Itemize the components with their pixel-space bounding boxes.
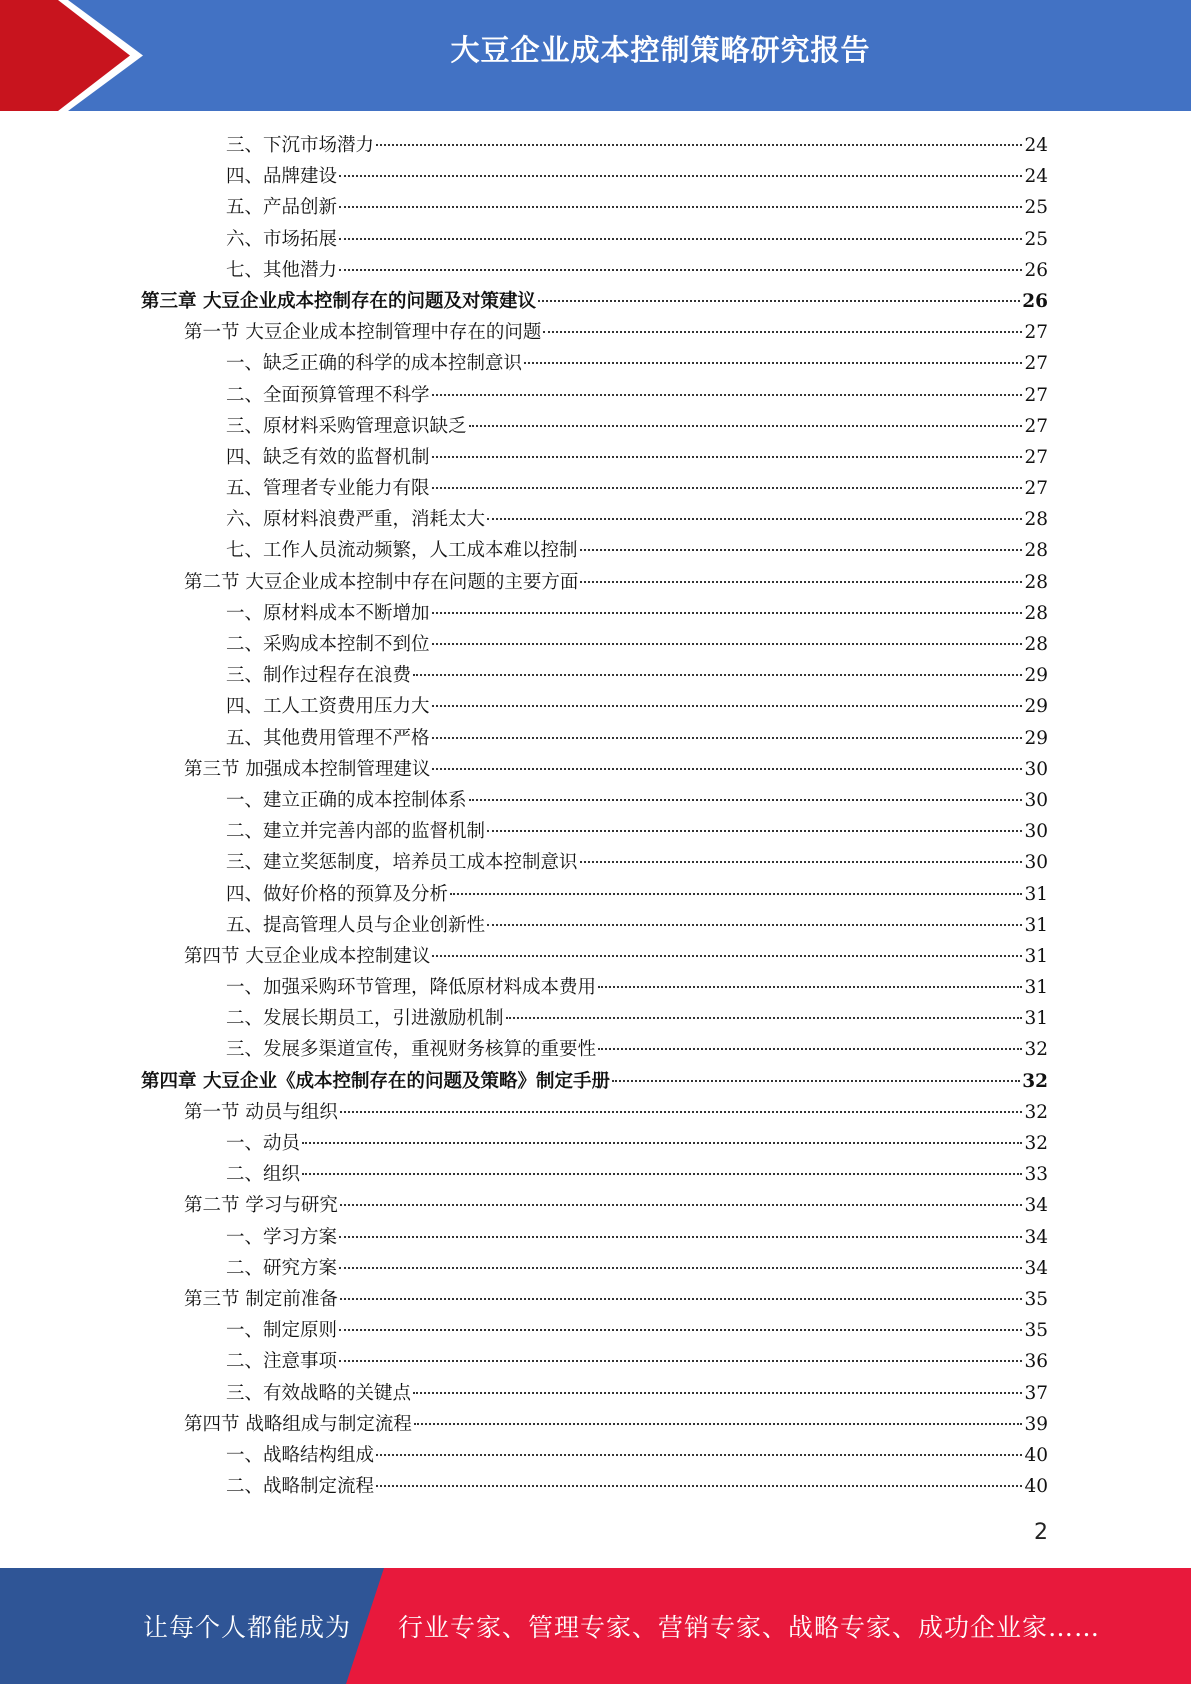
toc-entry-page: 34	[1024, 1226, 1048, 1248]
toc-entry-label: 第一节 大豆企业成本控制管理中存在的问题	[184, 322, 542, 344]
toc-subsection-entry[interactable]	[141, 785, 1048, 816]
toc-subsection-entry[interactable]	[141, 910, 1048, 941]
dot-leader	[432, 612, 1023, 614]
toc-entry-page: 31	[1024, 945, 1048, 967]
toc-entry-label: 六、原材料浪费严重，消耗太大	[226, 509, 486, 531]
dot-leader	[432, 955, 1022, 957]
toc-entry-label: 三、制作过程存在浪费	[226, 665, 412, 687]
toc-entry-page: 28	[1024, 602, 1048, 624]
page-header	[0, 0, 1191, 111]
dot-leader	[487, 924, 1022, 926]
toc-subsection-entry[interactable]	[141, 1440, 1048, 1471]
toc-subsection-entry[interactable]	[141, 224, 1048, 255]
dot-leader	[339, 206, 1022, 208]
toc-subsection-entry[interactable]	[141, 1378, 1048, 1409]
toc-entry-page: 39	[1024, 1413, 1048, 1435]
toc-entry-page: 27	[1024, 446, 1048, 468]
dot-leader	[524, 362, 1022, 364]
toc-entry-label: 三、有效战略的关键点	[226, 1382, 412, 1404]
dot-leader	[376, 1485, 1022, 1487]
toc-entry-label: 一、学习方案	[226, 1226, 338, 1248]
toc-entry-label: 第一节 动员与组织	[184, 1101, 338, 1123]
toc-entry-page: 32	[1024, 1133, 1048, 1154]
toc-chapter-entry[interactable]	[141, 286, 1048, 317]
dot-leader	[580, 581, 1022, 583]
dot-leader	[339, 269, 1022, 271]
toc-subsection-entry[interactable]	[141, 723, 1048, 754]
dot-leader	[598, 986, 1022, 988]
dot-leader	[413, 674, 1022, 676]
toc-entry-page: 29	[1024, 696, 1048, 718]
toc-subsection-entry[interactable]	[141, 1003, 1048, 1034]
toc-subsection-entry[interactable]	[141, 192, 1048, 223]
toc-entry-label: 二、研究方案	[226, 1257, 338, 1279]
toc-entry-page: 25	[1024, 228, 1048, 250]
dot-leader	[432, 737, 1023, 739]
toc-entry-label: 第二节 学习与研究	[184, 1195, 338, 1217]
dot-leader	[580, 549, 1023, 551]
toc-entry-label: 二、采购成本控制不到位	[226, 634, 430, 655]
dot-leader	[469, 799, 1023, 801]
toc-entry-label: 一、制定原则	[226, 1320, 338, 1342]
toc-entry-label: 一、原材料成本不断增加	[226, 602, 430, 624]
dot-leader	[376, 144, 1022, 146]
toc-subsection-entry[interactable]	[141, 660, 1048, 691]
toc-section-entry[interactable]	[141, 1190, 1048, 1221]
toc-subsection-entry[interactable]	[141, 691, 1048, 722]
dot-leader	[339, 1329, 1022, 1331]
toc-entry-label: 一、加强采购环节管理，降低原材料成本费用	[226, 977, 597, 999]
dot-leader	[432, 643, 1023, 645]
toc-entry-page: 26	[1024, 259, 1048, 281]
toc-entry-label: 五、管理者专业能力有限	[226, 478, 430, 500]
toc-entry-label: 七、其他潜力	[226, 259, 338, 281]
toc-entry-label: 二、组织	[226, 1164, 301, 1186]
toc-entry-label: 五、其他费用管理不严格	[226, 727, 430, 749]
toc-entry-page: 40	[1024, 1476, 1048, 1498]
toc-entry-page: 28	[1024, 540, 1048, 562]
toc-subsection-entry[interactable]	[141, 1222, 1048, 1253]
toc-entry-label: 三、建立奖惩制度，培养员工成本控制意识	[226, 852, 578, 874]
toc-entry-label: 第四章 大豆企业《成本控制存在的问题及策略》制定手册	[141, 1070, 610, 1092]
toc-subsection-entry[interactable]	[141, 816, 1048, 847]
toc-subsection-entry[interactable]	[141, 473, 1048, 504]
toc-subsection-entry[interactable]	[141, 598, 1048, 629]
footer-slogan-right: 行业专家、管理专家、营销专家、战略专家、成功企业家……	[398, 1613, 1101, 1642]
toc-section-entry[interactable]	[141, 1097, 1048, 1128]
toc-entry-label: 第三章 大豆企业成本控制存在的问题及对策建议	[141, 290, 536, 312]
toc-entry-label: 四、做好价格的预算及分析	[226, 883, 449, 905]
report-title: 大豆企业成本控制策略研究报告	[450, 33, 871, 67]
toc-entry-label: 第三节 制定前准备	[184, 1288, 338, 1310]
toc-subsection-entry[interactable]	[141, 972, 1048, 1003]
toc-subsection-entry[interactable]	[141, 380, 1048, 411]
toc-entry-page: 30	[1024, 758, 1048, 780]
toc-entry-page: 40	[1024, 1444, 1048, 1466]
toc-entry-page: 27	[1024, 384, 1048, 406]
dot-leader	[413, 1392, 1022, 1394]
dot-leader	[432, 487, 1023, 489]
dot-leader	[432, 705, 1023, 707]
toc-entry-page: 31	[1024, 883, 1048, 905]
toc-entry-label: 一、动员	[226, 1133, 301, 1154]
toc-subsection-entry[interactable]	[141, 1471, 1048, 1502]
dot-leader	[302, 1142, 1022, 1144]
toc-subsection-entry[interactable]	[141, 255, 1048, 286]
dot-leader	[432, 394, 1023, 396]
toc-entry-label: 二、注意事项	[226, 1351, 338, 1373]
toc-subsection-entry[interactable]	[141, 348, 1048, 379]
dot-leader	[339, 1236, 1022, 1238]
toc-entry-page: 35	[1024, 1320, 1048, 1342]
toc-subsection-entry[interactable]	[141, 161, 1048, 192]
toc-entry-page: 27	[1024, 322, 1048, 344]
dot-leader	[580, 861, 1023, 863]
dot-leader	[414, 1423, 1023, 1425]
toc-subsection-entry[interactable]	[141, 879, 1048, 910]
toc-section-entry[interactable]	[141, 754, 1048, 785]
toc-entry-page: 31	[1024, 914, 1048, 936]
toc-entry-page: 29	[1024, 665, 1048, 687]
toc-entry-label: 七、工作人员流动频繁，人工成本难以控制	[226, 540, 578, 562]
dot-leader	[598, 1048, 1022, 1050]
toc-entry-page: 30	[1024, 852, 1048, 874]
toc-entry-label: 二、发展长期员工，引进激励机制	[226, 1008, 504, 1030]
dot-leader	[538, 300, 1020, 302]
toc-entry-label: 四、品牌建设	[226, 166, 338, 188]
toc-entry-page: 28	[1024, 634, 1048, 655]
toc-subsection-entry[interactable]	[141, 1034, 1048, 1065]
toc-entry-page: 32	[1022, 1070, 1048, 1092]
toc-subsection-entry[interactable]	[141, 1128, 1048, 1159]
toc-entry-page: 29	[1024, 727, 1048, 749]
page-number: 2	[1034, 1520, 1048, 1545]
toc-entry-label: 三、发展多渠道宣传，重视财务核算的重要性	[226, 1039, 597, 1061]
toc-entry-page: 36	[1024, 1351, 1048, 1373]
toc-entry-page: 27	[1024, 478, 1048, 500]
toc-section-entry[interactable]	[141, 567, 1048, 598]
toc-entry-label: 二、战略制定流程	[226, 1476, 375, 1498]
toc-entry-page: 26	[1022, 290, 1048, 312]
toc-subsection-entry[interactable]	[141, 629, 1048, 660]
toc-entry-label: 一、缺乏正确的科学的成本控制意识	[226, 353, 523, 375]
toc-section-entry[interactable]	[141, 1409, 1048, 1440]
dot-leader	[432, 456, 1023, 458]
dot-leader	[376, 1454, 1022, 1456]
toc-entry-page: 37	[1024, 1382, 1048, 1404]
toc-subsection-entry[interactable]	[141, 1315, 1048, 1346]
toc-entry-page: 30	[1024, 821, 1048, 843]
toc-entry-label: 三、下沉市场潜力	[226, 135, 375, 156]
toc-subsection-entry[interactable]	[141, 442, 1048, 473]
dot-leader	[339, 1267, 1022, 1269]
footer-slogan-left: 让每个人都能成为	[143, 1613, 352, 1642]
toc-entry-label: 四、工人工资费用压力大	[226, 696, 430, 718]
toc-subsection-entry[interactable]	[141, 411, 1048, 442]
toc-entry-page: 32	[1024, 1039, 1048, 1061]
toc-entry-page: 35	[1024, 1288, 1048, 1310]
toc-subsection-entry[interactable]	[141, 130, 1048, 161]
toc-chapter-entry[interactable]	[141, 1066, 1048, 1097]
toc-entry-label: 五、产品创新	[226, 197, 338, 219]
dot-leader	[340, 1298, 1023, 1300]
toc-entry-label: 第二节 大豆企业成本控制中存在问题的主要方面	[184, 571, 579, 593]
toc-entry-page: 25	[1024, 197, 1048, 219]
toc-entry-label: 一、建立正确的成本控制体系	[226, 789, 467, 811]
dot-leader	[487, 830, 1022, 832]
toc-subsection-entry[interactable]	[141, 847, 1048, 878]
toc-entry-page: 34	[1024, 1195, 1048, 1217]
toc-entry-page: 33	[1024, 1164, 1048, 1186]
toc-subsection-entry[interactable]	[141, 1253, 1048, 1284]
toc-section-entry[interactable]	[141, 941, 1048, 972]
toc-entry-page: 30	[1024, 789, 1048, 811]
dot-leader	[612, 1080, 1020, 1082]
toc-entry-label: 四、缺乏有效的监督机制	[226, 446, 430, 468]
dot-leader	[487, 518, 1022, 520]
toc-entry-label: 六、市场拓展	[226, 228, 338, 250]
table-of-contents	[141, 130, 1048, 1502]
toc-subsection-entry[interactable]	[141, 1346, 1048, 1377]
toc-entry-label: 第四节 大豆企业成本控制建议	[184, 945, 431, 967]
toc-entry-label: 五、提高管理人员与企业创新性	[226, 914, 486, 936]
toc-entry-page: 31	[1024, 1008, 1048, 1030]
toc-entry-label: 三、原材料采购管理意识缺乏	[226, 415, 467, 437]
dot-leader	[340, 1204, 1023, 1206]
toc-entry-label: 二、全面预算管理不科学	[226, 384, 430, 406]
toc-section-entry[interactable]	[141, 1284, 1048, 1315]
toc-entry-label: 二、建立并完善内部的监督机制	[226, 821, 486, 843]
toc-section-entry[interactable]	[141, 317, 1048, 348]
toc-entry-page: 31	[1024, 977, 1048, 999]
toc-subsection-entry[interactable]	[141, 535, 1048, 566]
dot-leader	[469, 425, 1023, 427]
toc-entry-page: 28	[1024, 509, 1048, 531]
dot-leader	[339, 175, 1022, 177]
toc-entry-page: 32	[1024, 1101, 1048, 1123]
dot-leader	[340, 1111, 1023, 1113]
toc-entry-page: 27	[1024, 353, 1048, 375]
toc-subsection-entry[interactable]	[141, 504, 1048, 535]
dot-leader	[432, 768, 1022, 770]
toc-entry-page: 24	[1024, 166, 1048, 188]
toc-subsection-entry[interactable]	[141, 1159, 1048, 1190]
dot-leader	[506, 1017, 1023, 1019]
toc-entry-label: 第三节 加强成本控制管理建议	[184, 758, 431, 780]
dot-leader	[450, 893, 1022, 895]
toc-entry-page: 34	[1024, 1257, 1048, 1279]
dot-leader	[543, 331, 1022, 333]
toc-entry-page: 27	[1024, 415, 1048, 437]
toc-entry-page: 28	[1024, 571, 1048, 593]
toc-entry-page: 24	[1024, 135, 1048, 156]
dot-leader	[339, 238, 1022, 240]
dot-leader	[339, 1360, 1022, 1362]
toc-entry-label: 第四节 战略组成与制定流程	[184, 1413, 412, 1435]
page-footer	[0, 1568, 1191, 1684]
dot-leader	[302, 1173, 1022, 1175]
toc-entry-label: 一、战略结构组成	[226, 1444, 375, 1466]
